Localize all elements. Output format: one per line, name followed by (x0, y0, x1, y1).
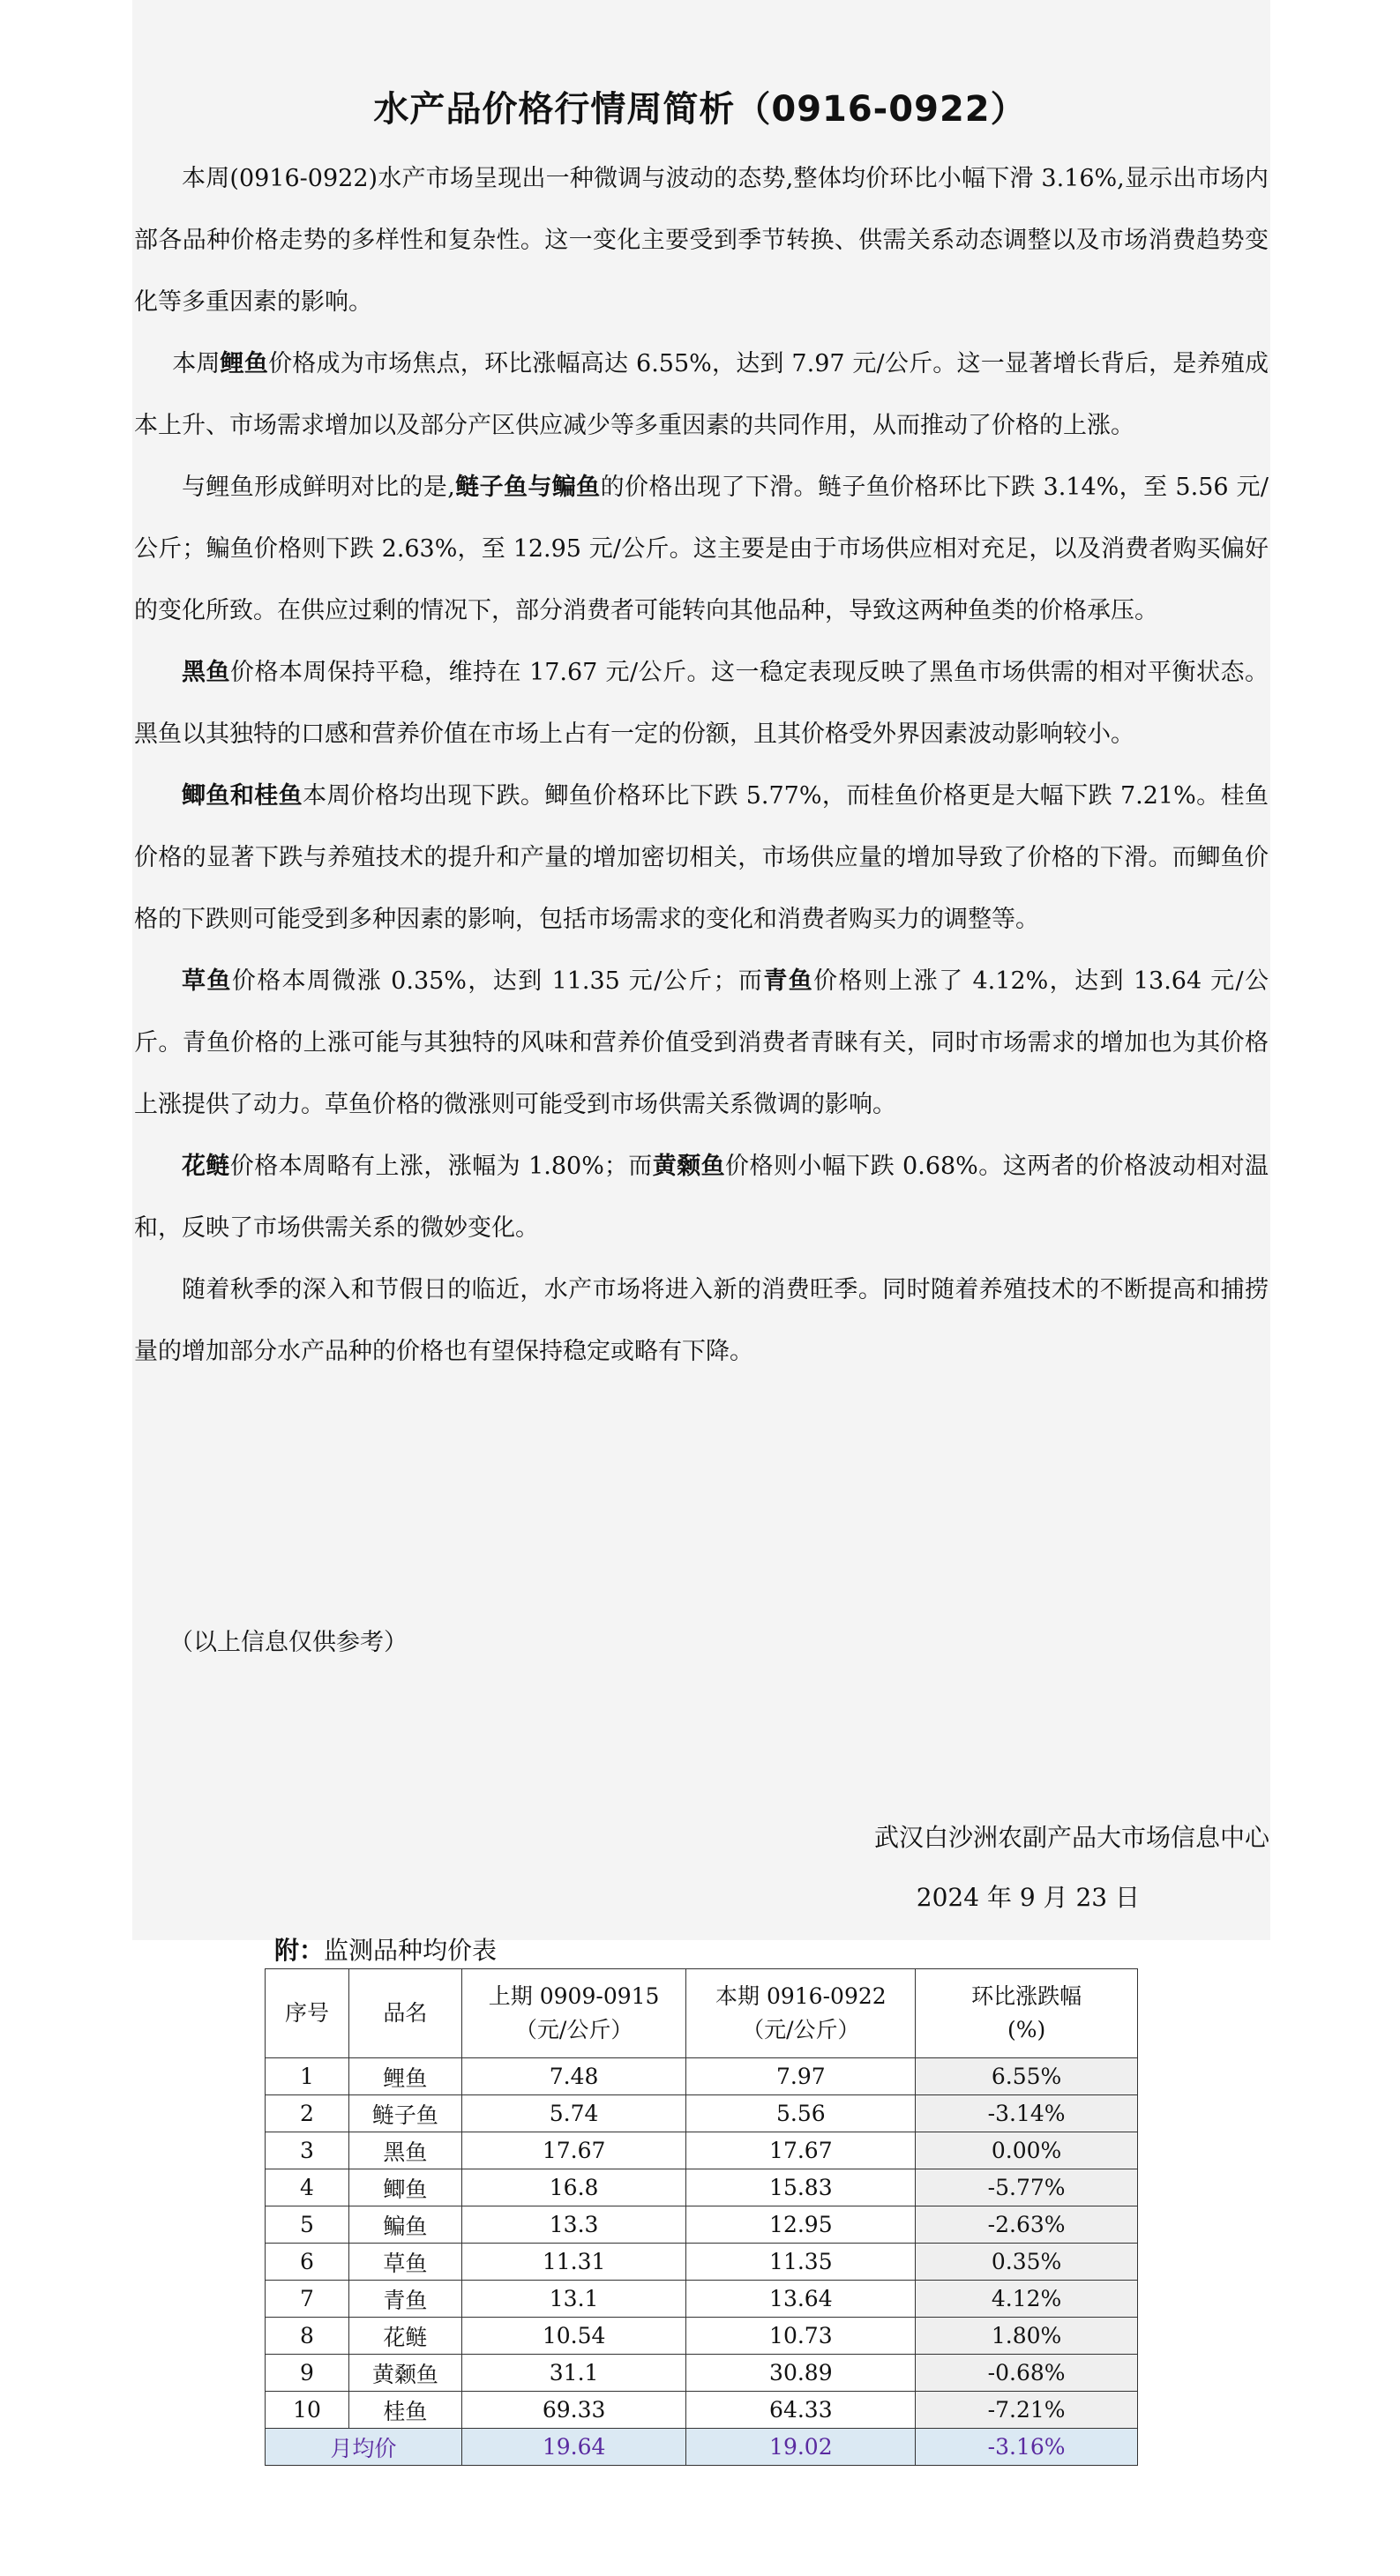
cell-change: -2.63% (916, 2206, 1138, 2244)
cell-index: 10 (266, 2392, 349, 2429)
cell-change: 0.00% (916, 2132, 1138, 2169)
cell-this-price: 64.33 (686, 2392, 916, 2429)
table-row (266, 2132, 1138, 2169)
header-index: 序号 (266, 1969, 349, 2058)
cell-this-price: 30.89 (686, 2355, 916, 2392)
cell-name: 鲫鱼 (348, 2169, 461, 2206)
paragraph-carp: 本周鲤鱼价格成为市场焦点，环比涨幅高达 6.55%，达到 7.97 元/公斤。这一显著增长背后，是养殖成本上升、市场需求增加以及部分产区供应减少等多重因素的共同作用，从而推动了价格的上涨。 (134, 350, 1269, 439)
price-table (265, 1968, 1138, 2466)
cell-index: 9 (266, 2355, 349, 2392)
cell-index: 1 (266, 2058, 349, 2095)
table-row (266, 2169, 1138, 2206)
cell-change: 4.12% (916, 2281, 1138, 2318)
cell-last-price: 69.33 (461, 2392, 686, 2429)
header-name: 品名 (348, 1969, 461, 2058)
page-title: 水产品价格行情周简析（0916-0922） (373, 89, 1027, 130)
table-caption: 附：监测品种均价表 (274, 1936, 498, 1965)
cell-index: 7 (266, 2281, 349, 2318)
cell-change: -3.14% (916, 2095, 1138, 2132)
cell-this-price: 7.97 (686, 2058, 916, 2095)
cell-index: 6 (266, 2244, 349, 2281)
disclaimer-note: （以上信息仅供参考） (169, 1629, 408, 1656)
bold-keyword: 鲫鱼和桂鱼 (182, 782, 303, 810)
table-row (266, 2206, 1138, 2244)
cell-name: 桂鱼 (348, 2392, 461, 2429)
header-change: 环比涨跌幅 (%) (916, 1969, 1138, 2058)
paragraph-grass-black-carp: 草鱼价格本周微涨 0.35%，达到 11.35 元/公斤；而青鱼价格则上涨了 4.12%，达到 13.64 元/公斤。青鱼价格的上涨可能与其独特的风味和营养价值受到消费者青睐有关，同时市场需求的增加也为其价格上涨提供了动力。草鱼价格的微涨则可能受到市场供需关系微调的影响。 (134, 967, 1269, 1118)
cell-this-price: 15.83 (686, 2169, 916, 2206)
issue-date: 2024 年 9 月 23 日 (916, 1883, 1140, 1912)
cell-change: 1.80% (916, 2318, 1138, 2355)
paragraph-bighead-catfish: 花鲢价格本周略有上涨，涨幅为 1.80%；而黄颡鱼价格则小幅下跌 0.68%。这两者的价格波动相对温和，反映了市场供需关系的微妙变化。 (134, 1153, 1269, 1242)
table-body (266, 2058, 1138, 2466)
cell-name: 青鱼 (348, 2281, 461, 2318)
cell-change: 0.35% (916, 2244, 1138, 2281)
paragraph-outlook: 随着秋季的深入和节假日的临近，水产市场将进入新的消费旺季。同时随着养殖技术的不断提高和捕捞量的增加部分水产品种的价格也有望保持稳定或略有下降。 (134, 1276, 1269, 1365)
table-row (266, 2355, 1138, 2392)
table-row-average (266, 2429, 1138, 2466)
cell-index: 8 (266, 2318, 349, 2355)
cell-last-price: 19.64 (461, 2429, 686, 2466)
paragraph-silver-carp-bream: 与鲤鱼形成鲜明对比的是,鲢子鱼与鳊鱼的价格出现了下滑。鲢子鱼价格环比下跌 3.14%，至 5.56 元/公斤；鳊鱼价格则下跌 2.63%，至 12.95 元/公斤。这主要是由于市场供应相对充足，以及消费者购买偏好的变化所致。在供应过剩的情况下，部分消费者可能转向其他品种，导致这两种鱼类的价格承压。 (134, 474, 1269, 624)
bold-keyword: 草鱼 (182, 967, 232, 995)
cell-last-price: 5.74 (461, 2095, 686, 2132)
report-body (134, 148, 1269, 1383)
cell-name: 黑鱼 (348, 2132, 461, 2169)
cell-last-price: 11.31 (461, 2244, 686, 2281)
cell-this-price: 5.56 (686, 2095, 916, 2132)
cell-change: -0.68% (916, 2355, 1138, 2392)
table-row (266, 2281, 1138, 2318)
cell-change: -5.77% (916, 2169, 1138, 2206)
cell-index: 3 (266, 2132, 349, 2169)
cell-name: 花鲢 (348, 2318, 461, 2355)
table-header-row (266, 1969, 1138, 2058)
cell-this-price: 19.02 (686, 2429, 916, 2466)
table-row (266, 2058, 1138, 2095)
cell-name: 鳊鱼 (348, 2206, 461, 2244)
cell-change: -3.16% (916, 2429, 1138, 2466)
cell-this-price: 13.64 (686, 2281, 916, 2318)
header-this-period: 本期 0916-0922 （元/公斤） (686, 1969, 916, 2058)
cell-this-price: 17.67 (686, 2132, 916, 2169)
bold-keyword: 青鱼 (763, 967, 814, 995)
paragraph-crucian-mandarin: 鲫鱼和桂鱼本周价格均出现下跌。鲫鱼价格环比下跌 5.77%，而桂鱼价格更是大幅下跌 7.21%。桂鱼价格的显著下跌与养殖技术的提升和产量的增加密切相关，市场供应量的增加导致了价格的下滑。而鲫鱼价格的下跌则可能受到多种因素的影响，包括市场需求的变化和消费者购买力的调整等。 (134, 782, 1269, 933)
table-row (266, 2244, 1138, 2281)
cell-index: 5 (266, 2206, 349, 2244)
table-row (266, 2392, 1138, 2429)
bold-keyword: 鲤鱼 (220, 350, 269, 377)
cell-last-price: 17.67 (461, 2132, 686, 2169)
cell-this-price: 11.35 (686, 2244, 916, 2281)
cell-index: 4 (266, 2169, 349, 2206)
cell-last-price: 13.3 (461, 2206, 686, 2244)
cell-average-label: 月均价 (266, 2429, 462, 2466)
cell-last-price: 31.1 (461, 2355, 686, 2392)
cell-name: 草鱼 (348, 2244, 461, 2281)
cell-this-price: 12.95 (686, 2206, 916, 2244)
cell-last-price: 16.8 (461, 2169, 686, 2206)
cell-change: -7.21% (916, 2392, 1138, 2429)
issuing-organization: 武汉白沙洲农副产品大市场信息中心 (873, 1823, 1269, 1852)
table-row (266, 2095, 1138, 2132)
bold-keyword: 花鲢 (182, 1153, 230, 1180)
header-last-period: 上期 0909-0915 （元/公斤） (461, 1969, 686, 2058)
cell-name: 鲤鱼 (348, 2058, 461, 2095)
paragraph-overview: 本周(0916-0922)水产市场呈现出一种微调与波动的态势,整体均价环比小幅下滑 3.16%,显示出市场内部各品种价格走势的多样性和复杂性。这一变化主要受到季节转换、供需关系动态调整以及市场消费趋势变化等多重因素的影响。 (134, 165, 1269, 316)
cell-index: 2 (266, 2095, 349, 2132)
table-row (266, 2318, 1138, 2355)
bold-keyword: 鲢子鱼与鳊鱼 (454, 474, 601, 501)
cell-name: 鲢子鱼 (348, 2095, 461, 2132)
cell-this-price: 10.73 (686, 2318, 916, 2355)
cell-name: 黄颡鱼 (348, 2355, 461, 2392)
cell-last-price: 7.48 (461, 2058, 686, 2095)
cell-last-price: 13.1 (461, 2281, 686, 2318)
paragraph-snakehead: 黑鱼价格本周保持平稳，维持在 17.67 元/公斤。这一稳定表现反映了黑鱼市场供需的相对平衡状态。黑鱼以其独特的口感和营养价值在市场上占有一定的份额，且其价格受外界因素波动影响较小。 (134, 659, 1269, 748)
cell-last-price: 10.54 (461, 2318, 686, 2355)
cell-change: 6.55% (916, 2058, 1138, 2095)
bold-keyword: 黄颡鱼 (652, 1153, 726, 1180)
bold-keyword: 黑鱼 (182, 659, 230, 686)
